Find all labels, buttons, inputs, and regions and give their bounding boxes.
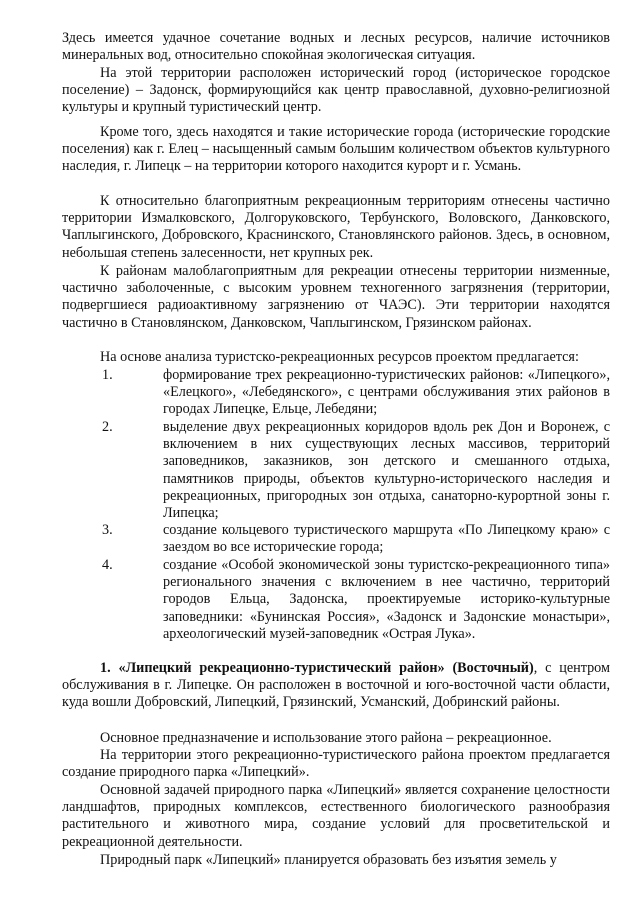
paragraph-natural-park: На территории этого рекреационно-туристического района проектом предлагается создание природного парка «Липецкий».: [62, 747, 610, 781]
list-text: создание «Особой экономической зоны туристско-рекреационного типа» регионального значения с включением в нее частично, территорий городов Ельца, Задонска, проектируемые историко-культурные заповедники: «Бунинская Россия», «Задонск и Задонские монастыри», археологический музей-заповедник «Острая Лука».: [163, 557, 610, 642]
paragraph-park-formation: Природный парк «Липецкий» планируется образовать без изъятия земель у: [100, 852, 557, 868]
list-number: 3.: [102, 522, 113, 538]
section-heading: 1. «Липецкий рекреационно-туристический район» (Восточный): [100, 660, 534, 676]
paragraph-proposal-intro: На основе анализа туристско-рекреационных ресурсов проектом предлагается:: [100, 349, 579, 365]
list-text: формирование трех рекреационно-туристических районов: «Липецкого», «Елецкого», «Лебедянского», с центрами обслуживания этих районов в городах Липецке, Ельце, Лебедяни;: [163, 367, 610, 418]
list-number: 1.: [102, 367, 113, 383]
paragraph-purpose: Основное предназначение и использование этого района – рекреационное.: [100, 730, 552, 746]
paragraph-zadonsk: На этой территории расположен исторический город (историческое городское поселение) – Задонск, формирующийся как центр православной, духовно-религиозной культуры и крупный туристический центр.: [62, 65, 610, 116]
list-number: 2.: [102, 419, 113, 435]
paragraph-favorable-territories: К относительно благоприятным рекреационным территориям отнесены частично территории Измалковского, Долгоруковского, Тербунского, Воловского, Данковского, Чаплыгинского, Добровского, Краснинского, Становлянского районов. Здесь, в основном, небольшая степень залесенности, нет крупных рек.: [62, 193, 610, 261]
paragraph-park-task: Основной задачей природного парка «Липецкий» является сохранение целостности ландшафтов, природных комплексов, естественного биологического разнообразия растительного и животного мира, создание условий для просветительской и рекреационной деятельности.: [62, 782, 610, 850]
section-text: , с центром обслуживания в г. Липецке. Он расположен в восточной и юго-восточной части области, куда вошли Добровский, Липецкий, Грязинский, Усманский, Добринский районы.: [62, 660, 610, 711]
paragraph-resources: Здесь имеется удачное сочетание водных и лесных ресурсов, наличие источников минеральных вод, относительно спокойная экологическая ситуация.: [62, 30, 610, 64]
list-text: выделение двух рекреационных коридоров вдоль рек Дон и Воронеж, с включением в них существующих лесных массивов, территорий заповедников, заказников, зон детского и смешанного отдыха, памятников природы, объектов культурно-исторического наследия и рекреационных, пригородных зон отдыха, санаторно-курортной зоны г. Липецка;: [163, 419, 610, 522]
paragraph-historic-cities: Кроме того, здесь находятся и такие исторические города (исторические городские поселения) как г. Елец – насыщенный самым большим количеством объектов культурного наследия, г. Липецк – на территории которого находится курорт и г. Усмань.: [62, 124, 610, 175]
list-number: 4.: [102, 557, 113, 573]
list-text: создание кольцевого туристического маршрута «По Липецкому краю» с заездом во все исторические города;: [163, 522, 610, 556]
paragraph-unfavorable-territories: К районам малоблагоприятным для рекреации отнесены территории низменные, частично заболоченные, с высоким уровнем техногенного загрязнения (территории, подвергшиеся радиоактивному загрязнению от ЧАЭС). Эти территории находятся частично в Становлянском, Данковском, Чаплыгинском, Грязинском районах.: [62, 263, 610, 331]
section-lipetsk-district: [62, 660, 610, 712]
